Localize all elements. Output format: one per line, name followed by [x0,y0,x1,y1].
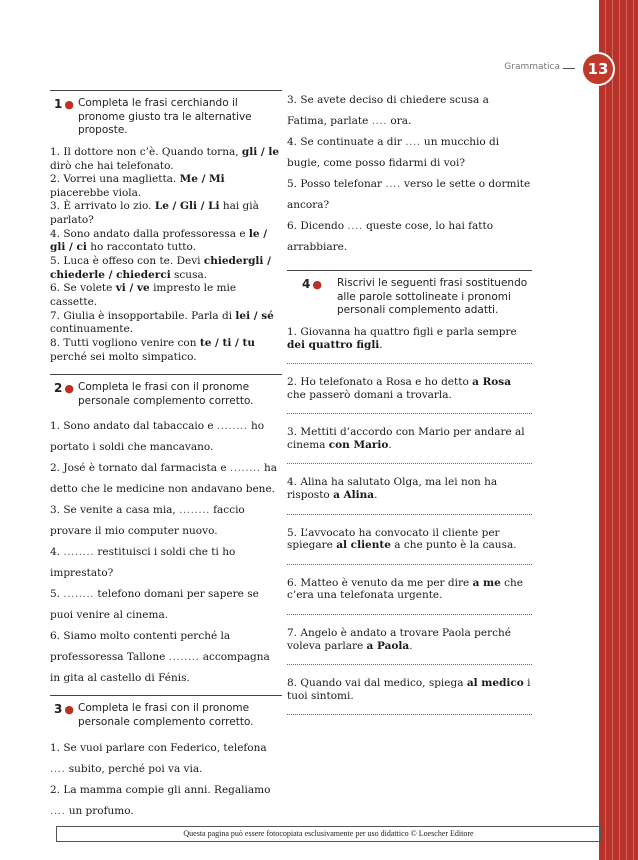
exercise-number: 1 ● [54,97,74,111]
item-text: ho portato i soldi che mancavano. [50,420,265,454]
exercise-item-block [287,426,532,464]
left-column [50,90,282,822]
answer-line [287,514,532,515]
item-text: dirò che hai telefonato. [50,159,174,172]
item-text: verso le sette o dormite ancora? [287,178,531,211]
item-text: 2. Vorrei una maglietta. [50,173,180,186]
item-text: 7. Giulia è insopportabile. Parla di [50,309,236,322]
item-text: 3. Se venite a casa mia, [50,504,180,517]
item-text: 5. [50,588,64,601]
exercise-item [50,255,282,282]
blank-dots: ........ [63,546,95,559]
answer-line [287,614,532,615]
item-highlight: vi / ve [115,282,150,295]
item-highlight: Le / Gli / Li [154,200,220,213]
exercise-3-header [50,695,282,729]
item-text: 3. Mettiti d’accordo con Mario per andare al cinema [287,426,525,451]
right-sidebar-band [599,0,638,860]
exercise-item [50,500,282,542]
item-highlight: chiedergli / chiederle / chiederci [50,255,271,281]
exercise-item [287,476,532,501]
exercise-2-header [50,374,282,408]
exercise-4-items [287,326,532,716]
item-text: 4. Alina ha salutato Olga, ma lei non ha risposto [287,476,498,502]
exercise-number: 2 ● [54,381,74,396]
exercise-item [287,677,532,702]
item-text: telefono domani per sapere se puoi venire al cinema. [50,588,259,622]
blank-dots: .... [371,115,388,127]
item-text: 6. Se volete [50,282,116,295]
item-highlight: Me / Mi [179,173,225,186]
exercise-item [50,458,282,500]
exercise-item-block [287,577,532,615]
item-text: un profumo. [65,804,134,817]
exercise-instruction: Completa le frasi con il pronome personale complemento corretto. [78,381,254,407]
item-text: 8. Quando vai dal medico, spiega [287,677,467,690]
exercise-item [287,426,532,451]
item-highlight: lei / sé [235,309,274,322]
answer-line [287,363,532,364]
item-text: 7. Angelo è andato a trovare Paola perché voleva parlare [287,627,511,652]
item-text: 2. La mamma compie gli anni. Regaliamo [50,783,271,796]
answer-line [287,463,532,464]
item-text: 3. È arrivato lo zio. [50,200,155,213]
item-text: restituisci i soldi che ti ho imprestato? [50,546,236,580]
answer-line [287,413,532,414]
bullet-icon: ● [312,278,322,291]
answer-line [287,664,532,665]
item-text: impresto le mie cassette. [50,282,237,308]
item-text: hai già parlato? [50,200,259,227]
blank-dots: ........ [168,651,200,664]
answer-line [287,564,532,565]
exercise-item [287,577,532,602]
item-text: ha detto che le medicine non andavano bene. [50,462,277,496]
exercise-item [50,626,282,689]
exercise-item-block [287,376,532,414]
exercise-item [287,174,532,216]
item-highlight: con Mario [328,438,389,451]
exercise-item [50,416,282,458]
blank-dots: ........ [216,420,248,433]
blank-dots: ........ [229,462,261,475]
exercise-3-items-right [287,90,532,258]
exercise-1-header [50,90,282,138]
item-highlight: le / gli / ci [50,227,268,254]
item-highlight: gli / le [241,145,280,158]
exercise-item [287,216,532,258]
exercise-item [287,90,532,132]
item-highlight: dei quattro figli [287,338,380,351]
blank-dots: ........ [179,504,210,517]
item-text: a che punto è la causa. [390,539,517,552]
item-text: 4. Sono andato dalla professoressa e [50,227,249,240]
blank-dots: .... [50,804,66,817]
exercise-4-header [287,270,532,318]
item-text: i tuoi sintomi. [287,677,531,702]
bullet-icon: ● [64,98,74,111]
exercise-instruction: Completa le frasi cerchiando il pronome giusto tra le alternative proposte. [78,97,252,137]
blank-dots: ........ [63,588,95,601]
item-text: ora. [387,115,412,127]
blank-dots: .... [50,762,66,775]
exercise-item-block [287,627,532,665]
item-text: 5. Posso telefonar [287,178,386,190]
item-highlight: a me [472,576,501,589]
item-text: perché sei molto simpatico. [50,350,197,363]
item-highlight: a Rosa [472,376,512,389]
exercise-item [50,542,282,584]
exercise-item [50,310,282,337]
item-text: 2. Ho telefonato a Rosa e ho detto [287,376,473,389]
item-text: scusa. [170,268,208,281]
item-text: 6. Matteo è venuto da me per dire [287,576,473,589]
item-text: 3. Se avete deciso di chiedere scusa a Fatima, parlate [287,94,489,127]
exercise-item [50,780,282,822]
item-highlight: te / ti / tu [199,336,255,349]
item-text: 4. [50,546,64,559]
exercise-item [287,527,532,552]
item-text: 4. Se continuate a dir [287,136,406,148]
item-text: 5. Luca è offeso con te. Devi [50,255,204,268]
item-text: continuamente. [50,323,134,336]
exercise-item-block [287,677,532,715]
item-highlight: a Paola [366,639,410,652]
exercise-item [287,326,532,351]
right-column [287,90,532,727]
exercise-instruction: Completa le frasi con il pronome personale complemento corretto. [78,702,254,729]
item-text: 6. Siamo molto contenti perché la professoressa Tallone [50,630,231,664]
unit-number-badge: 13 [581,52,615,86]
exercise-item [287,132,532,174]
item-text: che c’era una telefonata urgente. [287,576,524,602]
item-text: queste cose, lo hai fatto arrabbiare. [287,220,494,253]
item-text: subito, perché poi va via. [65,762,203,775]
header-divider [563,68,575,69]
exercise-item [50,228,282,255]
blank-dots: .... [405,136,421,148]
exercise-item [50,146,282,173]
exercise-item [50,337,282,364]
item-text: 1. Sono andato dal tabaccaio e [50,420,217,433]
exercise-item [50,200,282,227]
item-text: 1. Giovanna ha quattro figli e parla sempre [287,325,517,338]
item-highlight: al cliente [336,539,391,552]
exercise-item [50,282,282,309]
item-text: accompagna in gita al castello di Fénis. [50,651,270,685]
blank-dots: .... [385,178,401,190]
copyright-footer: Questa pagina può essere fotocopiata esclusivamente per uso didattico © Loescher Editore [56,826,601,842]
item-text: ho raccontato tutto. [86,241,196,254]
item-highlight: a Alina [333,489,375,502]
exercise-item [50,173,282,200]
exercise-number: 3 ● [54,702,74,717]
exercise-1-items [50,146,282,364]
exercise-3-items-left [50,738,282,822]
item-text: piacerebbe viola. [50,186,142,199]
blank-dots: .... [347,220,363,232]
exercise-item-block [287,476,532,514]
exercise-number: 4 ● [302,277,322,291]
exercise-item [50,738,282,780]
item-text: 2. José è tornato dal farmacista e [50,462,230,475]
item-text: un mucchio di bugie, come posso fidarmi di voi? [287,136,500,169]
item-text: . [409,639,413,652]
exercise-2-items [50,416,282,689]
item-text: . [374,489,378,502]
item-text: 6. Dicendo [287,220,348,232]
exercise-item-block [287,326,532,364]
item-highlight: al medico [466,677,524,690]
exercise-item-block [287,527,532,565]
section-label: Grammatica [504,62,560,72]
item-text: . [388,438,392,451]
item-text: . [379,338,383,351]
item-text: 8. Tutti vogliono venire con [50,336,200,349]
exercise-item [287,376,532,401]
bullet-icon: ● [64,703,74,717]
bullet-icon: ● [64,382,74,396]
item-text: 1. Il dottore non c’è. Quando torna, [50,145,242,158]
item-text: faccio provare il mio computer nuovo. [50,504,245,538]
item-text: 1. Se vuoi parlare con Federico, telefona [50,741,267,754]
exercise-item [287,627,532,652]
item-text: 5. L’avvocato ha convocato il cliente per spiegare [287,526,500,552]
item-text: che passerò domani a trovarla. [287,388,452,401]
exercise-instruction: Riscrivi le seguenti frasi sostituendo alle parole sottolineate i pronomi personali complemento adatti. [337,277,528,317]
answer-line [287,714,532,715]
exercise-item [50,584,282,626]
